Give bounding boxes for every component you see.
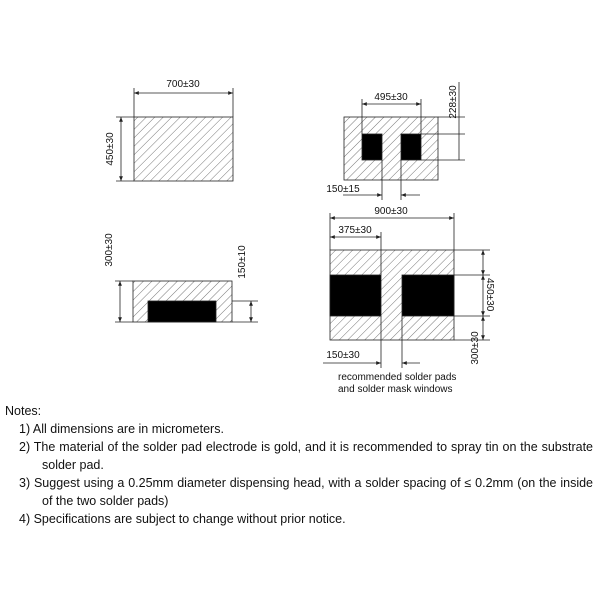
chip-bottom-pad-right bbox=[401, 134, 421, 160]
dim-recommended-margin: 300±30 bbox=[470, 331, 481, 365]
chip-bottom-pad-left bbox=[362, 134, 382, 160]
dim-recommended-pad-height: 450±30 bbox=[484, 278, 495, 312]
note-item-2: 2) The material of the solder pad electrode is gold, and it is recommended to spray tin on the substrate solder pad. bbox=[19, 440, 593, 472]
chip-top-body bbox=[134, 117, 233, 181]
dim-bottom-gap: 150±15 bbox=[326, 184, 360, 195]
dim-electrode-thickness: 150±10 bbox=[237, 245, 248, 279]
chip-top-view bbox=[116, 88, 233, 181]
caption-line-1: recommended solder pads bbox=[338, 372, 457, 383]
dim-chip-top-height: 450±30 bbox=[105, 132, 116, 166]
recommended-pads-view bbox=[323, 213, 490, 368]
chip-side-electrode bbox=[148, 301, 216, 322]
dim-recommended-pad-width: 375±30 bbox=[338, 225, 372, 236]
dim-chip-side-height: 300±30 bbox=[104, 233, 115, 267]
recommended-pad-left bbox=[330, 275, 381, 316]
note-item-1: 1) All dimensions are in micrometers. bbox=[19, 422, 224, 436]
dim-recommended-width: 900±30 bbox=[374, 206, 408, 217]
dim-recommended-gap: 150±30 bbox=[326, 350, 360, 361]
dim-bottom-pad-width: 495±30 bbox=[374, 92, 408, 103]
chip-bottom-body bbox=[344, 117, 438, 180]
note-item-4: 4) Specifications are subject to change without prior notice. bbox=[19, 512, 346, 526]
chip-side-view bbox=[115, 281, 258, 322]
note-item-3: 3) Suggest using a 0.25mm diameter dispensing head, with a solder spacing of ≤ 0.2mm (on the inside of the two solder pads) bbox=[19, 476, 593, 508]
caption-line-2: and solder mask windows bbox=[338, 384, 453, 395]
dim-bottom-pad-offset: 228±30 bbox=[448, 85, 459, 119]
notes-section bbox=[5, 402, 593, 528]
recommended-pad-right bbox=[402, 275, 454, 316]
dim-chip-top-width: 700±30 bbox=[166, 79, 200, 90]
notes-heading: Notes: bbox=[5, 404, 42, 418]
